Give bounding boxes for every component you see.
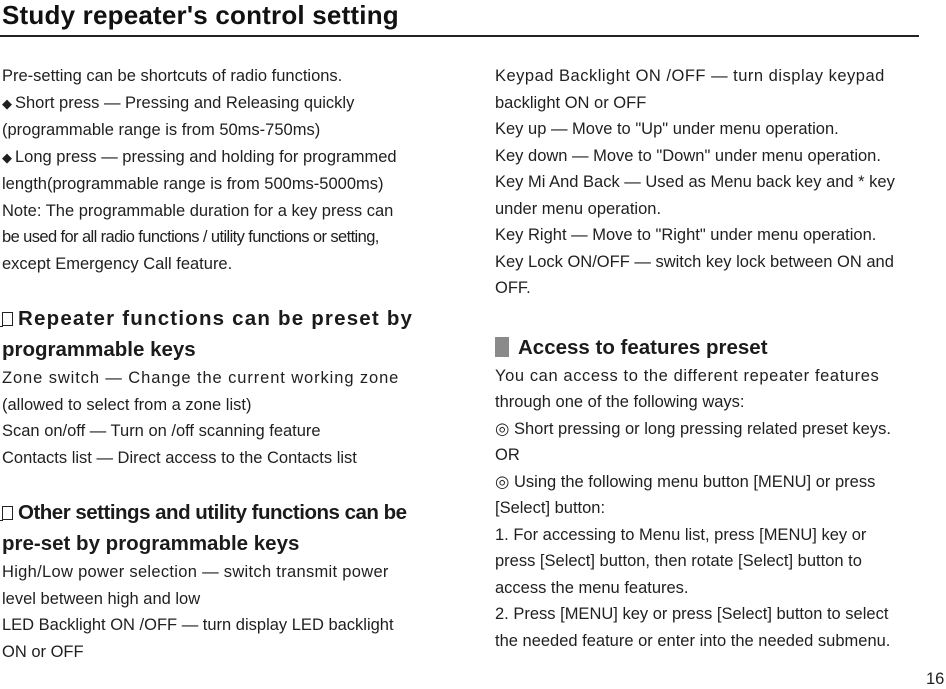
section-heading-repeater-functions: Repeater functions can be preset by <box>2 303 428 334</box>
short-press-line <box>2 90 428 118</box>
key-down-line: Key down — Move to "Down" under menu operation. <box>495 146 881 165</box>
access-line-2: through one of the following ways: <box>495 393 745 411</box>
key-right-line: Key Right — Move to "Right" under menu operation. <box>495 226 877 244</box>
power-line-1: High/Low power selection — switch transmit power <box>2 563 389 581</box>
spacer <box>495 317 920 332</box>
section-heading-access-features: Access to features preset <box>495 332 920 363</box>
led-line-2: ON or OFF <box>2 642 84 661</box>
or-text: OR <box>495 446 520 464</box>
section-heading-other-settings-cont: pre-set by programmable keys <box>2 532 300 555</box>
left-column <box>2 63 428 665</box>
scan-line: Scan on/off — Turn on /off scanning feature <box>2 422 321 440</box>
led-line-1: LED Backlight ON /OFF — turn display LED backlight <box>2 616 394 634</box>
key-lock-line-2: OFF. <box>495 279 531 297</box>
short-press-range: (programmable range is from 50ms-750ms) <box>2 121 321 139</box>
way-2-line <box>495 469 920 496</box>
access-line-1: You can access to the different repeater features <box>495 366 880 385</box>
title-divider <box>0 35 919 37</box>
diamond-bullet-icon: ◆ <box>2 149 12 165</box>
section-heading-other-settings: Other settings and utility functions can be <box>2 497 428 528</box>
key-up-line: Key up — Move to "Up" under menu operation. <box>495 120 839 138</box>
note-line-1: Note: The programmable duration for a key press can <box>2 201 394 220</box>
key-lock-line-1: Key Lock ON/OFF — switch key lock between ON and <box>495 252 894 271</box>
way-2-text: Using the following menu button [MENU] or press <box>514 472 876 491</box>
short-press-text: Short press — Pressing and Releasing quickly <box>15 93 355 112</box>
page-number: 16 <box>926 670 945 688</box>
circle-bullet-icon: ◎ <box>495 472 510 491</box>
note-line-3: except Emergency Call feature. <box>2 254 233 273</box>
diamond-bullet-icon: ◆ <box>2 95 12 111</box>
way-1-line <box>495 416 920 443</box>
long-press-range: length(programmable range is from 500ms-5000ms) <box>2 175 384 193</box>
keypad-line-1: Keypad Backlight ON /OFF — turn display keypad <box>495 67 885 85</box>
contacts-line: Contacts list — Direct access to the Contacts list <box>2 448 357 467</box>
spacer <box>495 302 920 317</box>
circle-bullet-icon: ◎ <box>495 419 510 438</box>
zone-switch-line-2: (allowed to select from a zone list) <box>2 395 252 414</box>
document-icon <box>2 312 13 326</box>
step-1-line-3: access the menu features. <box>495 578 689 597</box>
long-press-line <box>2 144 428 172</box>
note-line-2: be used for all radio functions / utility functions or setting, <box>2 228 379 246</box>
step-1-line-1: 1. For accessing to Menu list, press [MENU] key or <box>495 525 867 544</box>
step-2-line-2: the needed feature or enter into the needed submenu. <box>495 631 891 650</box>
spacer <box>2 471 428 497</box>
square-bullet-icon <box>495 337 509 357</box>
step-2-line-1: 2. Press [MENU] key or press [Select] button to select <box>495 605 889 623</box>
document-icon <box>2 506 13 520</box>
zone-switch-line-1: Zone switch — Change the current working zone <box>2 369 400 387</box>
long-press-text: Long press — pressing and holding for programmed <box>15 147 397 166</box>
power-line-2: level between high and low <box>2 589 201 608</box>
spacer <box>2 277 428 303</box>
key-mi-line-2: under menu operation. <box>495 199 662 218</box>
way-2-line-2: [Select] button: <box>495 499 606 517</box>
page-title: Study repeater's control setting <box>2 0 399 30</box>
key-mi-line-1: Key Mi And Back — Used as Menu back key and * key <box>495 173 895 191</box>
right-column <box>495 63 920 654</box>
intro-text: Pre-setting can be shortcuts of radio functions. <box>2 67 343 85</box>
step-1-line-2: press [Select] button, then rotate [Select] button to <box>495 552 862 570</box>
section-heading-repeater-functions-cont: programmable keys <box>2 338 196 361</box>
way-1-text: Short pressing or long pressing related preset keys. <box>514 419 891 438</box>
keypad-line-2: backlight ON or OFF <box>495 93 647 112</box>
